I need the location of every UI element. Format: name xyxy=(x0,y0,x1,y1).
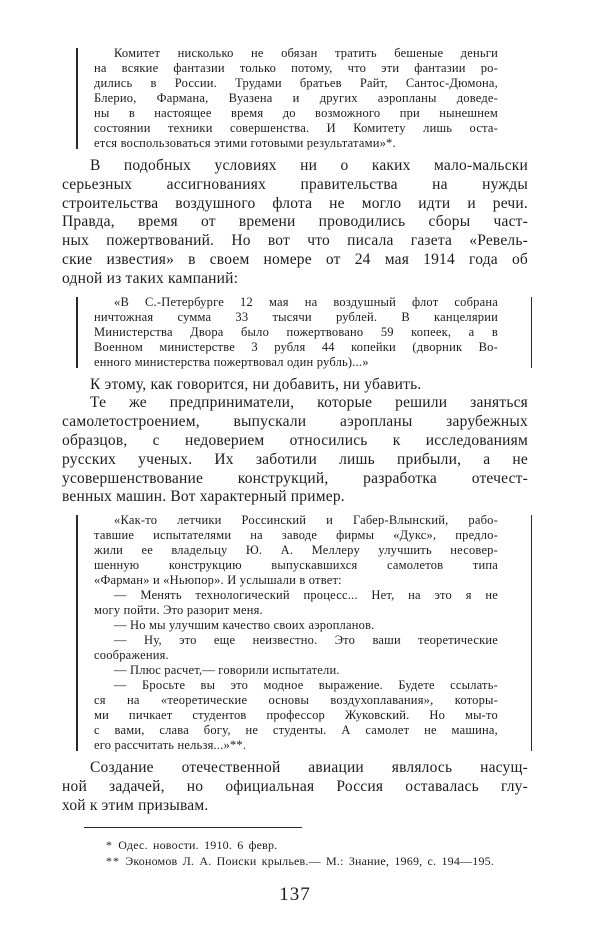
text-line: состоянии техники совершенства. И Комитету лишь оста- xyxy=(94,121,498,135)
text-line: В подобных условиях ни о каких мало-мальски xyxy=(90,157,528,174)
text-line: «В С.-Петербурге 12 мая на воздушный флот собрана xyxy=(114,294,498,309)
footnote-marker: ** xyxy=(106,854,120,869)
footnote-text: Экономов Л. А. Поиски крыльев.— М.: Знание, 1969, с. 194—195. xyxy=(125,854,495,869)
page-number: 137 xyxy=(279,883,311,905)
footnote-separator xyxy=(84,827,302,828)
text-line: енного министерства пожертвовал один рубль)...» xyxy=(94,354,369,369)
footnote xyxy=(62,853,528,870)
quote-block xyxy=(94,513,498,753)
text-line: одной из таких кампаний: xyxy=(62,269,239,287)
quote-block xyxy=(94,295,498,370)
quote-right-rule xyxy=(531,297,533,368)
quote-block xyxy=(94,46,498,151)
text-line: ничтожная сумма 33 тысячи рублей. В канцелярии xyxy=(94,309,498,324)
text-line: с вами, слава богу, не студенты. А самолет не машина, xyxy=(94,723,498,738)
text-line: Создание отечественной авиации являлось насущ- xyxy=(90,759,528,777)
quote-left-rule xyxy=(76,515,78,751)
text-line: усовершенствование конструкций, разработка отечест- xyxy=(62,469,528,487)
footnote-text: Одес. новости. 1910. 6 февр. xyxy=(118,837,278,852)
text-line: русских ученых. Их заботили лишь прибыли, а не xyxy=(62,450,528,468)
text-line: его рассчитать нельзя...»**. xyxy=(94,738,247,753)
footnotes xyxy=(62,837,528,870)
text-line: шенную конструкцию выпускавшихся самолетов типа xyxy=(94,558,498,573)
text-line: ские известия» в своем номере от 24 мая 1914 года об xyxy=(62,250,528,268)
text-line: Блерио, Фармана, Вуазена и других аэропланы доведе- xyxy=(94,91,498,105)
text-line: могу пойти. Это разорит меня. xyxy=(94,603,263,618)
footnote xyxy=(62,837,528,854)
quote-left-rule xyxy=(76,297,78,368)
text-line: — Но мы улучшим качество своих аэропланов. xyxy=(114,618,375,633)
text-line: тавшие испытателями на заводе фирмы «Дукс», предло- xyxy=(94,528,498,543)
text-line: Военном министерстве 3 рубля 44 копейки (дворник Во- xyxy=(94,339,498,354)
footnote-marker: * xyxy=(106,837,113,852)
text-line: хой к этим призывам. xyxy=(62,796,209,814)
text-line: «Как-то летчики Россинский и Габер-Влынский, рабо- xyxy=(114,513,498,528)
body-text-block xyxy=(62,759,528,815)
text-line: — Плюс расчет,— говорили испытатели. xyxy=(114,663,340,678)
text-line: образцов, с недоверием относились к исследованиям xyxy=(62,431,528,449)
text-line: соображения. xyxy=(94,648,169,663)
text-line: «Фарман» и «Ньюпор». И услышали в ответ: xyxy=(94,573,342,588)
text-line: серьезных ассигнованиях правительства на нужды xyxy=(62,175,528,193)
text-line: Те же предприниматели, которые решили заняться xyxy=(90,394,528,412)
body-text-block xyxy=(62,376,528,508)
text-line: ных пожертвований. Но вот что писала газета «Ревель- xyxy=(62,232,528,250)
text-line: на всякие фантазии только потому, что эти фантазии ро- xyxy=(94,61,498,75)
text-line: ны в настоящее время до возможного при нынешнем xyxy=(94,106,498,120)
text-line: жили ее владельцу Ю. А. Меллеру улучшить несовер- xyxy=(94,543,498,558)
text-line: ется воспользоваться этими готовыми результатами»*. xyxy=(94,136,396,150)
text-line: ся на «теоретические основы воздухоплавания», которы- xyxy=(94,693,498,708)
text-line: Правда, время от времени проводились сборы част- xyxy=(62,213,528,231)
text-line: венных машин. Вот характерный пример. xyxy=(62,488,345,506)
quote-right-rule xyxy=(531,515,533,751)
text-line: ми пичкает студентов профессор Жуковский. Но мы-то xyxy=(94,708,498,723)
page-content xyxy=(62,46,528,816)
quote-left-rule xyxy=(76,48,78,149)
text-line: — Менять технологический процесс... Нет, на это я не xyxy=(114,588,498,603)
text-line: — Ну, это еще неизвестно. Это ваши теоретические xyxy=(114,633,498,648)
text-line: ной задачей, но официальная Россия оставалась глу- xyxy=(62,777,528,795)
text-line: дились в России. Трудами братьев Райт, Сантос-Дюмона, xyxy=(94,76,498,90)
text-line: самолетостроением, выпускали аэропланы зарубежных xyxy=(62,413,528,431)
text-line: К этому, как говорится, ни добавить, ни убавить. xyxy=(90,375,422,393)
text-line: строительства воздушного флота не могло идти и речи. xyxy=(62,194,528,212)
text-line: — Бросьте вы это модное выражение. Будете ссылать- xyxy=(114,678,498,693)
body-text-block xyxy=(62,157,528,289)
text-line: Министерства Двора было пожертвовано 59 копеек, а в xyxy=(94,324,498,339)
text-line: Комитет нисколько не обязан тратить бешеные деньги xyxy=(114,46,498,60)
